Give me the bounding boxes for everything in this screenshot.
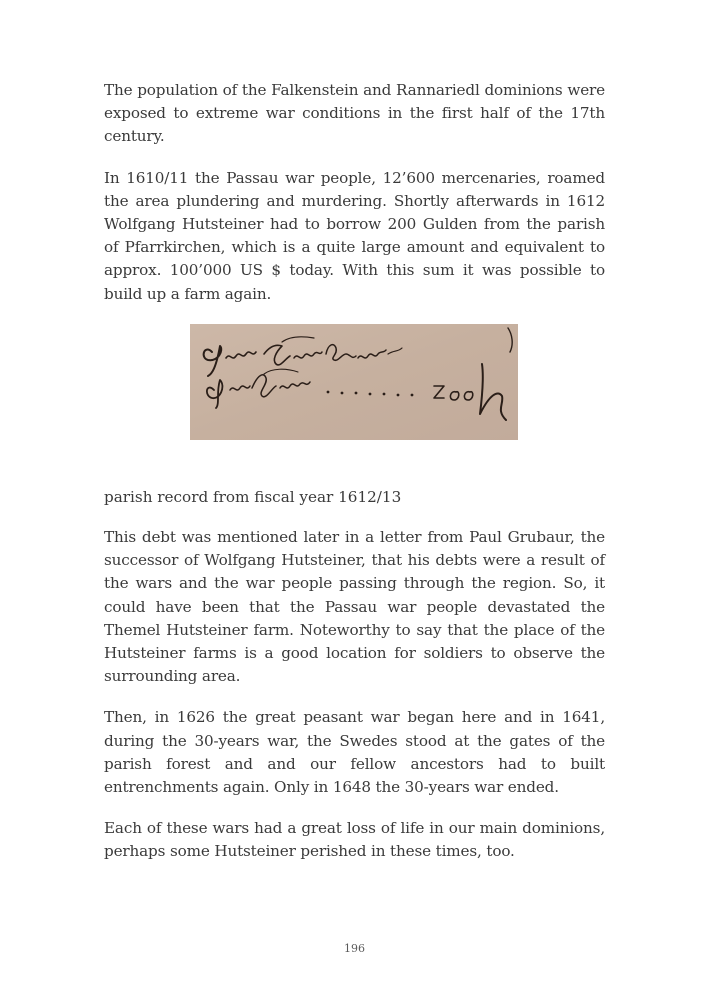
figure-caption: parish record from fiscal year 1612/13 [104,487,402,506]
handwriting-drawing [190,324,518,440]
paragraph-debt-letter: This debt was mentioned later in a letter from Paul Grubaur, the successor of Wolfgang Hutsteiner, that his debts were a result of the wars and the war people passing through the region. So, it could have been that the Passau war people devastated the Themel Hutsteiner farm. Noteworthy to say that the place of the Hutsteiner farms is a good location for soldiers to observe the surrounding area. [104,528,605,686]
paragraph-intro: The population of the Falkenstein and Rannariedl dominions were exposed to extreme war conditions in the first half of the 17th century. [104,81,605,146]
handwritten-parish-record-image [190,324,518,440]
page-number: 196 [344,942,365,955]
paragraph-peasant-war: Then, in 1626 the great peasant war began here and in 1641, during the 30-years war, the Swedes stood at the gates of the parish forest and and our fellow ancestors had to built entrenchments again. Only in 1648 the 30-years war ended. [104,708,605,797]
page-body [104,79,605,882]
paragraph-loss-of-life: Each of these wars had a great loss of life in our main dominions, perhaps some Hutsteiner perished in these times, too. [104,819,605,861]
paragraph-passau-war: In 1610/11 the Passau war people, 12’600 mercenaries, roamed the area plundering and murdering. Shortly afterwards in 1612 Wolfgang Hutsteiner had to borrow 200 Gulden from the parish of Pfarrkirchen, which is a quite large amount and equivalent to approx. 100’000 US $ today. With this sum it was possible to build up a farm again. [104,168,605,303]
